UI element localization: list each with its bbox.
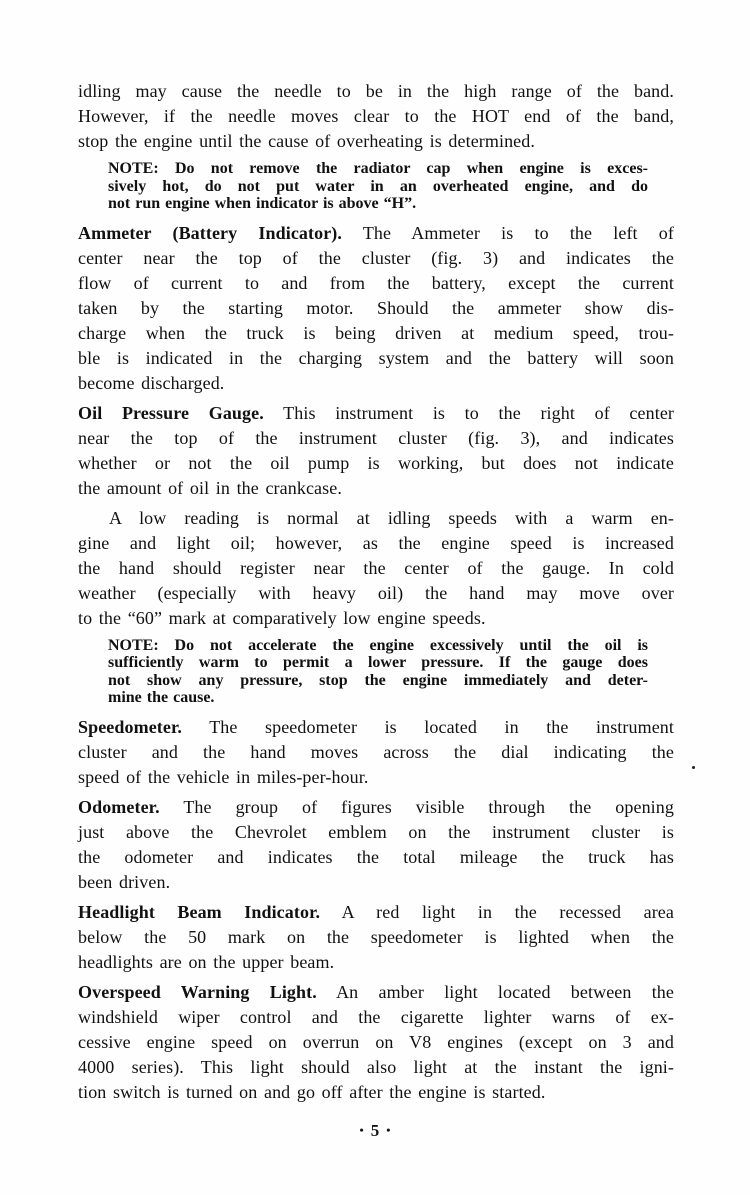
text-line <box>78 401 674 426</box>
page-number-left-bullet: • <box>359 1123 364 1137</box>
run-in-heading: Oil Pressure Gauge. <box>78 402 264 423</box>
heading-continuation: A red light in the recessed area <box>320 901 674 922</box>
heading-continuation: The Ammeter is to the left of <box>342 222 674 243</box>
text-line: ble is indicated in the charging system and the battery will soon <box>78 347 674 368</box>
text-line: flow of current to and from the battery, except the current <box>78 272 674 293</box>
text-line: tion switch is turned on and go off after the engine is started. <box>78 1081 546 1102</box>
text-line: 4000 series). This light should also light at the instant the igni- <box>78 1056 674 1077</box>
text-line: become discharged. <box>78 372 225 393</box>
text-line: not run engine when indicator is above “H”. <box>108 195 417 212</box>
page-number-value: 5 <box>370 1121 380 1140</box>
text-line: speed of the vehicle in miles-per-hour. <box>78 766 369 787</box>
text-line: NOTE: Do not remove the radiator cap when engine is exces- <box>108 160 648 177</box>
body-paragraph <box>78 900 674 975</box>
body-paragraph <box>78 506 674 631</box>
text-line: to the “60” mark at comparatively low engine speeds. <box>78 607 486 628</box>
run-in-heading: Speedometer. <box>78 716 183 737</box>
text-line: However, if the needle moves clear to the HOT end of the band, <box>78 106 674 126</box>
text-line: sufficiently warm to permit a lower pressure. If the gauge does <box>108 654 648 671</box>
text-line: headlights are on the upper beam. <box>78 951 335 972</box>
text-line: whether or not the oil pump is working, but does not indicate <box>78 452 674 473</box>
text-line: the odometer and indicates the total mileage the truck has <box>78 846 674 867</box>
body-paragraph <box>78 401 674 501</box>
text-line: stop the engine until the cause of overheating is determined. <box>78 131 535 151</box>
run-in-heading: Ammeter (Battery Indicator). <box>78 222 342 243</box>
text-column <box>78 79 674 1110</box>
text-line: not show any pressure, stop the engine immediately and deter- <box>108 671 648 689</box>
text-line: cessive engine speed on overrun on V8 engines (except on 3 and <box>78 1031 674 1052</box>
text-line: near the top of the instrument cluster (fig. 3), and indicates <box>78 427 674 448</box>
heading-continuation: The group of figures visible through the opening <box>159 796 674 817</box>
text-line: gine and light oil; however, as the engine speed is increased <box>78 532 674 553</box>
run-in-heading: Headlight Beam Indicator. <box>78 901 321 922</box>
text-line: A low reading is normal at idling speeds with a warm en- <box>109 507 674 528</box>
text-line: below the 50 mark on the speedometer is lighted when the <box>78 926 674 947</box>
text-line: just above the Chevrolet emblem on the instrument cluster is <box>78 821 674 842</box>
text-line: cluster and the hand moves across the dial indicating the <box>78 741 674 762</box>
body-paragraph <box>78 980 674 1105</box>
text-line: charge when the truck is being driven at medium speed, trou- <box>78 322 674 343</box>
body-paragraph <box>78 79 674 154</box>
note-paragraph <box>78 637 674 707</box>
text-line: center near the top of the cluster (fig. 3) and indicates the <box>78 247 674 268</box>
text-line: the hand should register near the center of the gauge. In cold <box>78 557 674 578</box>
text-line: weather (especially with heavy oil) the hand may move over <box>78 582 674 603</box>
body-paragraph <box>78 715 674 790</box>
run-in-heading: Overspeed Warning Light. <box>78 981 317 1002</box>
page-number <box>0 1120 750 1141</box>
text-line <box>78 980 674 1005</box>
text-line <box>78 221 674 246</box>
ink-speck <box>692 766 695 769</box>
text-line: windshield wiper control and the cigarette lighter warns of ex- <box>78 1006 674 1027</box>
text-line: taken by the starting motor. Should the ammeter show dis- <box>78 297 674 318</box>
body-paragraph <box>78 221 674 396</box>
text-line: been driven. <box>78 871 171 892</box>
text-line <box>78 900 674 925</box>
heading-continuation: An amber light located between the <box>316 981 674 1002</box>
text-line: idling may cause the needle to be in the high range of the band. <box>78 81 674 101</box>
page-number-right-bullet: • <box>386 1123 391 1137</box>
heading-continuation: This instrument is to the right of center <box>263 402 674 423</box>
text-line: mine the cause. <box>108 689 215 706</box>
text-line: NOTE: Do not accelerate the engine excessively until the oil is <box>108 636 648 654</box>
text-line <box>78 795 674 820</box>
body-paragraph <box>78 795 674 895</box>
run-in-heading: Odometer. <box>78 796 160 817</box>
text-line: sively hot, do not put water in an overheated engine, and do <box>108 177 648 195</box>
note-paragraph <box>78 160 674 213</box>
heading-continuation: The speedometer is located in the instrument <box>182 716 674 737</box>
text-line <box>78 715 674 740</box>
text-line: the amount of oil in the crankcase. <box>78 477 342 498</box>
